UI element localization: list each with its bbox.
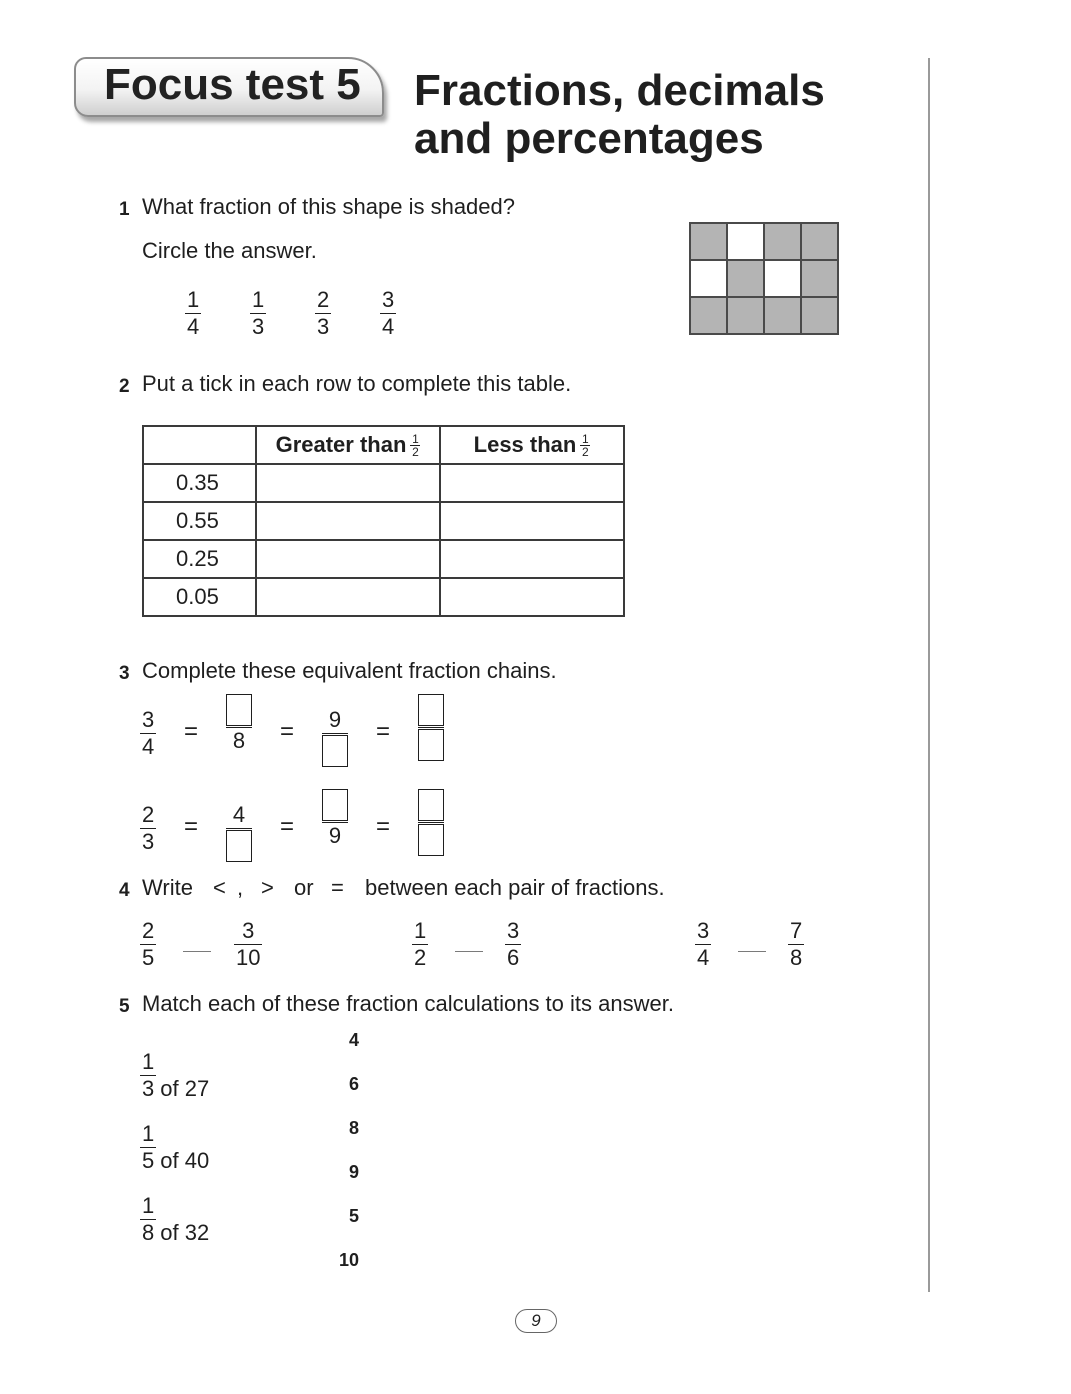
page-title-line2: and percentages — [414, 114, 764, 163]
q3-number: 3 — [119, 663, 130, 684]
table-row — [143, 464, 624, 502]
q3-question: Complete these equivalent fraction chains. — [142, 658, 557, 683]
q2-number: 2 — [119, 376, 130, 397]
symbol-comma: , — [237, 875, 244, 900]
row-value: 0.05 — [143, 578, 256, 616]
pair2-fraction-a — [412, 919, 428, 970]
pair1-fraction-a — [140, 919, 156, 970]
answer-box[interactable] — [226, 694, 252, 726]
tick-table-corner — [143, 426, 256, 464]
pair3-answer-line[interactable] — [738, 951, 766, 952]
answer-box[interactable] — [322, 789, 348, 821]
chain2-fraction-d — [418, 789, 444, 856]
calc-num: 1 — [142, 1193, 155, 1218]
q1-instruction: Circle the answer. — [142, 238, 317, 263]
calc-item[interactable] — [140, 1122, 209, 1173]
q1-option-2-den: 3 — [252, 314, 265, 339]
chain2-fraction-c — [322, 789, 348, 848]
chain1-fraction-c — [322, 708, 348, 767]
q1-option-1[interactable] — [185, 288, 201, 339]
chain1-fraction-b — [226, 694, 252, 753]
chain1-b-den: 8 — [232, 728, 246, 753]
pair1-b-den: 10 — [236, 945, 261, 970]
greater-half-num: 1 — [412, 432, 419, 447]
calc-den: 3 — [142, 1076, 155, 1101]
pair2-a-den: 2 — [414, 945, 427, 970]
grid-cell-shaded — [690, 297, 727, 334]
pair2-b-num: 3 — [507, 918, 520, 943]
equals-sign: = — [280, 813, 295, 840]
q1-option-1-num: 1 — [187, 287, 200, 312]
equals-sign: = — [184, 718, 199, 745]
calc-num: 1 — [142, 1049, 155, 1074]
grid-cell-unshaded — [727, 223, 764, 260]
tick-cell-less[interactable] — [440, 502, 624, 540]
q1-question: What fraction of this shape is shaded? — [142, 194, 515, 219]
pair3-a-den: 4 — [697, 945, 710, 970]
pair1-answer-line[interactable] — [183, 951, 211, 952]
pair3-b-den: 8 — [790, 945, 803, 970]
chain2-a-num: 2 — [142, 802, 155, 827]
shaded-shape-grid — [689, 222, 839, 335]
chain2-c-den: 9 — [328, 823, 342, 848]
word-or: or — [294, 875, 314, 900]
grid-cell-shaded — [801, 260, 838, 297]
grid-cell-shaded — [727, 260, 764, 297]
equals-sign: = — [376, 813, 391, 840]
calc-item[interactable] — [140, 1050, 209, 1101]
q4-write: Write — [142, 875, 193, 900]
focus-test-label: Focus test 5 — [104, 60, 361, 109]
calc-text: of 40 — [160, 1148, 210, 1173]
page-number: 9 — [515, 1309, 557, 1333]
grid-cell-shaded — [764, 223, 801, 260]
tick-cell-less[interactable] — [440, 464, 624, 502]
calc-fraction — [140, 1050, 156, 1101]
q1-option-3[interactable] — [315, 288, 331, 339]
pair1-a-num: 2 — [142, 918, 155, 943]
table-row — [143, 502, 624, 540]
q1-option-4-num: 3 — [382, 287, 395, 312]
q1-option-1-den: 4 — [187, 314, 200, 339]
chain2-fraction-a — [140, 803, 156, 854]
calc-num: 1 — [142, 1121, 155, 1146]
chain1-fraction-d — [418, 694, 444, 761]
tick-cell-less[interactable] — [440, 540, 624, 578]
row-value: 0.35 — [143, 464, 256, 502]
q1-option-4[interactable] — [380, 288, 396, 339]
calc-den: 5 — [142, 1148, 155, 1173]
q1-option-3-num: 2 — [317, 287, 330, 312]
answer-box[interactable] — [418, 694, 444, 726]
answer-option[interactable]: 10 — [339, 1250, 360, 1270]
calc-fraction — [140, 1122, 156, 1173]
margin-rule — [928, 58, 930, 1292]
tick-cell-less[interactable] — [440, 578, 624, 616]
calc-fraction — [140, 1194, 156, 1245]
pair1-fraction-b — [234, 919, 262, 970]
calc-den: 8 — [142, 1220, 155, 1245]
calc-text: of 32 — [160, 1220, 210, 1245]
row-value: 0.55 — [143, 502, 256, 540]
grid-cell-shaded — [801, 297, 838, 334]
answer-box[interactable] — [418, 824, 444, 856]
equals-sign: = — [184, 813, 199, 840]
answer-option[interactable]: 5 — [349, 1206, 360, 1226]
row-value: 0.25 — [143, 540, 256, 578]
page-title-line1: Fractions, decimals — [414, 66, 825, 115]
greater-than-label: Greater than — [275, 431, 407, 457]
calc-item[interactable] — [140, 1194, 209, 1245]
table-row — [143, 578, 624, 616]
tick-cell-greater[interactable] — [256, 540, 440, 578]
answer-option[interactable]: 9 — [349, 1162, 360, 1182]
grid-cell-shaded — [801, 223, 838, 260]
symbol-equals: = — [331, 875, 344, 900]
chain2-fraction-b — [226, 803, 252, 862]
grid-cell-unshaded — [690, 260, 727, 297]
chain1-c-num: 9 — [328, 707, 342, 732]
q1-option-3-den: 3 — [317, 314, 330, 339]
header-greater-than — [256, 426, 440, 464]
equals-sign: = — [376, 718, 391, 745]
tick-cell-greater[interactable] — [256, 464, 440, 502]
less-half-num: 1 — [582, 432, 589, 447]
chain1-a-num: 3 — [142, 707, 155, 732]
answer-option[interactable]: 6 — [349, 1074, 360, 1094]
answer-box[interactable] — [418, 789, 444, 821]
q1-option-2-num: 1 — [252, 287, 265, 312]
table-row — [143, 540, 624, 578]
q2-question: Put a tick in each row to complete this table. — [142, 371, 572, 396]
equals-sign: = — [280, 718, 295, 745]
answer-box[interactable] — [418, 729, 444, 761]
answer-option[interactable]: 8 — [349, 1118, 360, 1138]
header-less-than — [440, 426, 624, 464]
pair3-fraction-a — [695, 919, 711, 970]
chain1-a-den: 4 — [142, 734, 155, 759]
pair3-b-num: 7 — [790, 918, 803, 943]
answer-option[interactable]: 4 — [349, 1030, 360, 1050]
tick-table — [142, 425, 625, 617]
q4-question-end: between each pair of fractions. — [365, 875, 665, 900]
symbol-less-than: < — [213, 875, 226, 900]
grid-cell-unshaded — [764, 260, 801, 297]
less-half-den: 2 — [582, 445, 589, 460]
grid-cell-shaded — [727, 297, 764, 334]
grid-cell-shaded — [690, 223, 727, 260]
pair2-fraction-b — [505, 919, 521, 970]
pair1-a-den: 5 — [142, 945, 155, 970]
pair3-a-num: 3 — [697, 918, 710, 943]
q5-number: 5 — [119, 996, 130, 1017]
chain1-fraction-a — [140, 708, 156, 759]
pair3-fraction-b — [788, 919, 804, 970]
tick-cell-greater[interactable] — [256, 578, 440, 616]
less-than-label: Less than — [473, 431, 577, 457]
q1-option-2[interactable] — [250, 288, 266, 339]
pair2-a-num: 1 — [414, 918, 427, 943]
calc-text: of 27 — [160, 1076, 210, 1101]
grid-cell-shaded — [764, 297, 801, 334]
q1-option-4-den: 4 — [382, 314, 395, 339]
symbol-greater-than: > — [261, 875, 274, 900]
q4-number: 4 — [119, 880, 130, 901]
tick-cell-greater[interactable] — [256, 502, 440, 540]
chain2-b-num: 4 — [232, 802, 246, 827]
pair2-b-den: 6 — [507, 945, 520, 970]
pair1-b-num: 3 — [242, 918, 255, 943]
answer-box[interactable] — [322, 735, 348, 767]
q1-number: 1 — [119, 199, 130, 220]
pair2-answer-line[interactable] — [455, 951, 483, 952]
answer-box[interactable] — [226, 830, 252, 862]
chain2-a-den: 3 — [142, 829, 155, 854]
q5-question: Match each of these fraction calculations to its answer. — [142, 991, 674, 1016]
greater-half-den: 2 — [412, 445, 419, 460]
